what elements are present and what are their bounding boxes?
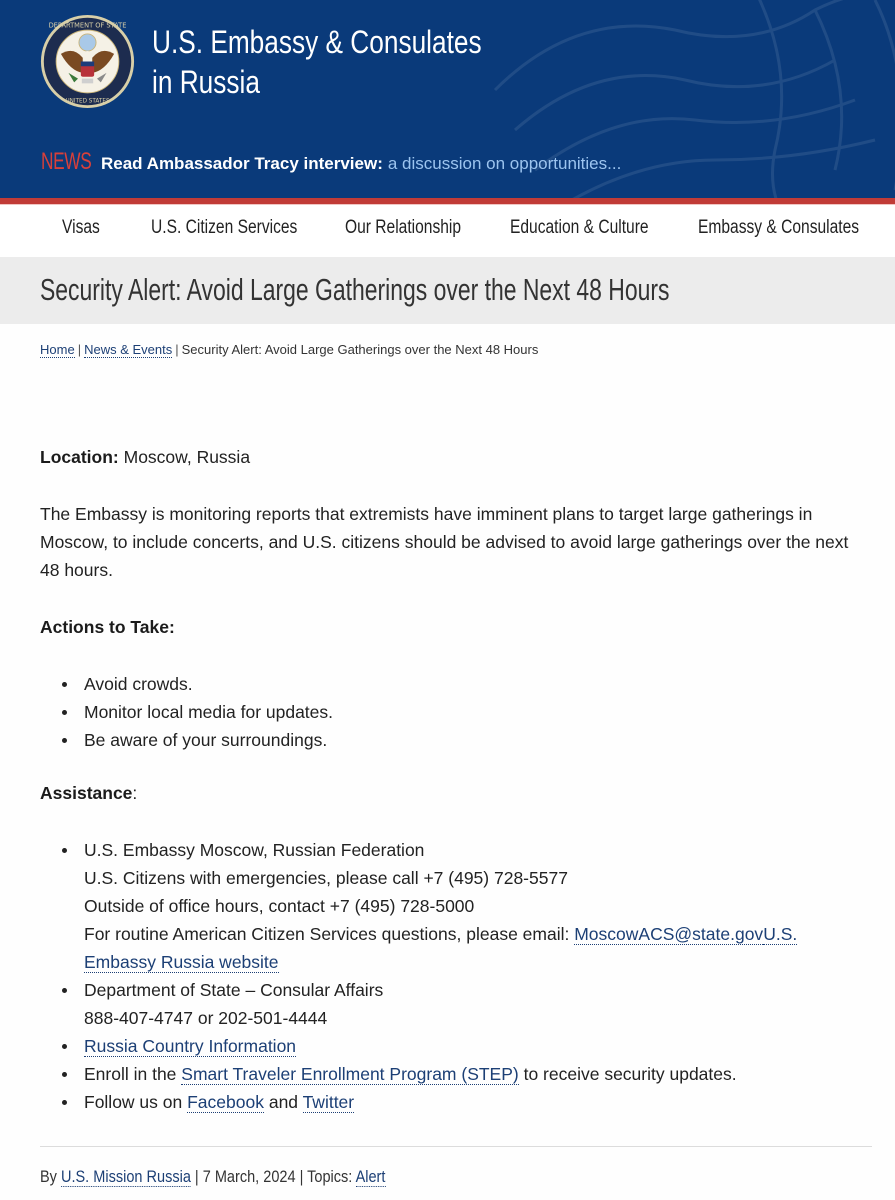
publish-date: | 7 March, 2024 | Topics: — [190, 1168, 356, 1186]
email-link[interactable]: MoscowACS@state.gov — [574, 924, 764, 944]
footer-divider — [40, 1146, 872, 1147]
site-header — [0, 0, 895, 198]
list-item-social — [40, 1088, 870, 1116]
nav-item-visas[interactable]: Visas — [62, 217, 100, 238]
author-link[interactable]: U.S. Mission Russia — [60, 1168, 191, 1186]
bullet-icon — [62, 710, 67, 715]
nav-item-embassy-consulates[interactable]: Embassy & Consulates — [698, 217, 860, 238]
nav-item-citizen-services[interactable]: U.S. Citizen Services — [151, 217, 298, 238]
bullet-icon — [62, 1072, 67, 1077]
bullet-icon — [62, 988, 67, 993]
main-paragraph: The Embassy is monitoring reports that extremists have imminent plans to target large gatherings in Moscow, to include concerts, and U.S. citizens should be advised to avoid large gatherings over the next 48 hours. — [40, 504, 849, 580]
breadcrumb-separator: | — [77, 342, 82, 357]
news-headline-link[interactable]: a discussion on opportunities... — [387, 154, 622, 173]
social-and: and — [263, 1092, 303, 1112]
assistance-colon: : — [132, 783, 138, 803]
breadcrumb-news-events-link[interactable]: News & Events — [84, 342, 173, 357]
svg-text:UNITED STATES: UNITED STATES — [65, 98, 110, 105]
website-line — [84, 948, 870, 976]
facebook-link[interactable]: Facebook — [187, 1092, 264, 1112]
site-title-line2: in Russia — [152, 64, 260, 100]
social-prefix: Follow us on — [84, 1092, 188, 1112]
breadcrumb-current: Security Alert: Avoid Large Gatherings over the Next 48 Hours — [181, 342, 539, 357]
bullet-icon — [62, 1100, 67, 1105]
nav-item-education-culture[interactable]: Education & Culture — [510, 217, 649, 238]
topic-alert-link[interactable]: Alert — [355, 1168, 386, 1186]
nav-item-our-relationship[interactable]: Our Relationship — [345, 217, 462, 238]
location-label: Location: — [40, 447, 119, 467]
list-item-dos — [40, 976, 870, 1032]
after-hours-phone: Outside of office hours, contact +7 (495) 728-5000 — [84, 896, 475, 916]
list-item — [40, 726, 333, 754]
step-prefix: Enroll in the — [84, 1064, 182, 1084]
emergency-phone: U.S. Citizens with emergencies, please call +7 (495) 728-5577 — [84, 868, 568, 888]
country-info-link[interactable]: Russia Country Information — [84, 1036, 297, 1056]
bullet-icon — [62, 738, 67, 743]
bullet-icon — [62, 682, 67, 687]
list-item-country-info — [40, 1032, 870, 1060]
actions-heading-text: Actions to Take: — [40, 617, 175, 637]
step-suffix: to receive security updates. — [518, 1064, 737, 1084]
bullet-icon — [62, 848, 67, 853]
location-value: Moscow, Russia — [123, 447, 251, 467]
assistance-heading-text: Assistance — [40, 783, 133, 803]
main-nav — [0, 205, 895, 257]
breadcrumb-home-link[interactable]: Home — [40, 342, 75, 357]
list-item-embassy — [40, 836, 870, 976]
action-text: Monitor local media for updates. — [84, 702, 334, 722]
page-title-band — [0, 257, 895, 324]
list-item — [40, 698, 333, 726]
news-tag: NEWS — [41, 148, 92, 175]
list-item — [40, 670, 333, 698]
actions-list — [40, 670, 333, 754]
breadcrumb — [40, 342, 538, 357]
site-title-line1: U.S. Embassy & Consulates — [152, 24, 482, 60]
embassy-website-link[interactable]: Embassy Russia website — [84, 952, 279, 972]
page-title: Security Alert: Avoid Large Gatherings over the Next 48 Hours — [40, 272, 670, 307]
list-item-step — [40, 1060, 870, 1088]
step-link[interactable]: Smart Traveler Enrollment Program (STEP) — [181, 1064, 519, 1084]
actions-heading — [40, 613, 175, 641]
location-line — [40, 443, 250, 471]
breadcrumb-separator: | — [175, 342, 179, 357]
bullet-icon — [62, 1044, 67, 1049]
news-ticker — [41, 148, 621, 176]
by-label: By — [40, 1168, 61, 1186]
action-text: Avoid crowds. — [84, 674, 193, 694]
email-prefix: For routine American Citizen Services questions, please email: — [84, 924, 575, 944]
twitter-link[interactable]: Twitter — [302, 1092, 355, 1112]
dos-phones: 888-407-4747 or 202-501-4444 — [84, 1008, 328, 1028]
embassy-name: U.S. Embassy Moscow, Russian Federation — [84, 840, 425, 860]
assistance-list — [40, 836, 870, 1116]
site-title[interactable] — [152, 22, 482, 102]
department-of-state-seal-icon — [40, 14, 135, 109]
news-headline[interactable]: Read Ambassador Tracy interview: — [101, 154, 383, 173]
svg-text:DEPARTMENT OF STATE: DEPARTMENT OF STATE — [48, 21, 127, 30]
assistance-heading — [40, 779, 137, 807]
email-line — [84, 920, 870, 948]
article-byline — [40, 1168, 385, 1187]
embassy-website-link-part1[interactable]: U.S. — [763, 924, 798, 944]
action-text: Be aware of your surroundings. — [84, 730, 328, 750]
dos-name: Department of State – Consular Affairs — [84, 980, 384, 1000]
